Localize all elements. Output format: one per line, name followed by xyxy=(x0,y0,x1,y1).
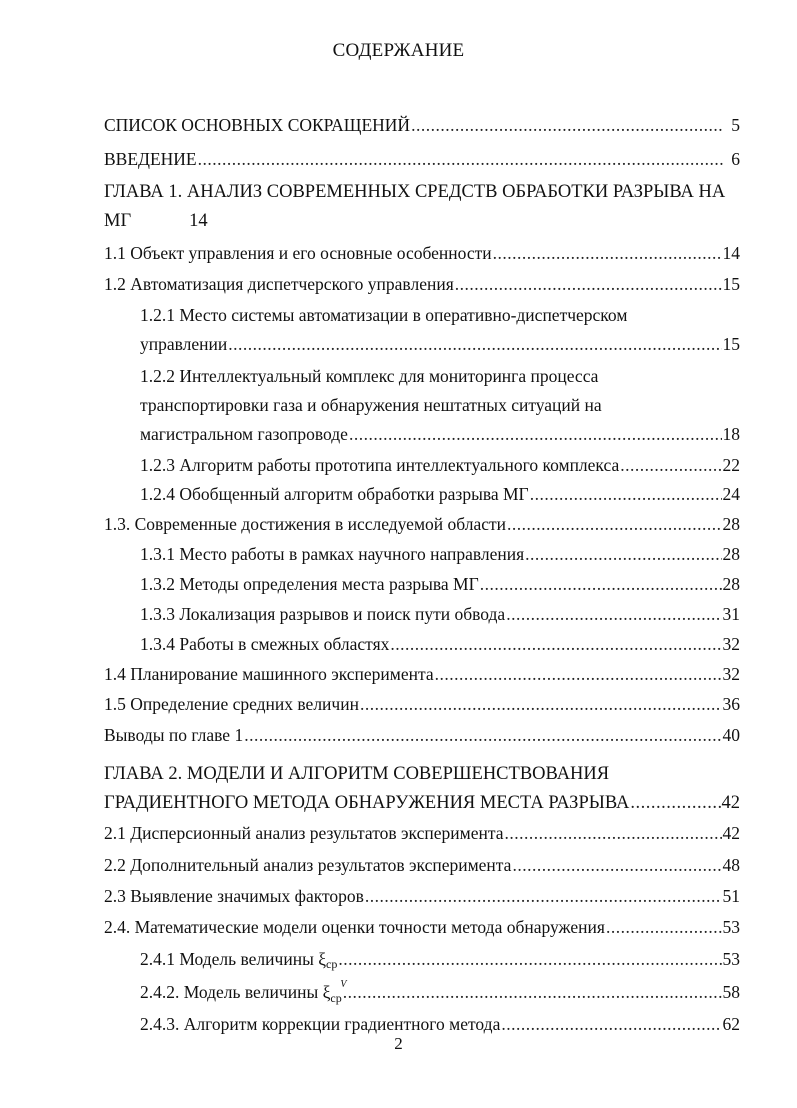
toc-entry-1-2-4[interactable]: 1.2.4 Обобщенный алгоритм обработки разрыва МГ ..... 24 xyxy=(140,480,740,509)
toc-entry-1-3[interactable]: 1.3. Современные достижения в исследуемой области ..... 28 xyxy=(104,510,740,539)
toc-entry-2-4[interactable]: 2.4. Математические модели оценки точности метода обнаружения ..... 53 xyxy=(104,913,740,942)
toc-entry-2-4-3[interactable]: 2.4.3. Алгоритм коррекции градиентного метода ..... 62 xyxy=(140,1010,740,1039)
toc-entry-1-2[interactable]: 1.2 Автоматизация диспетчерского управления ..... 15 xyxy=(104,270,740,299)
toc-entry-1-4[interactable]: 1.4 Планирование машинного эксперимента ..... 32 xyxy=(104,660,740,689)
toc-entry-1-5[interactable]: 1.5 Определение средних величин ..... 36 xyxy=(104,690,740,719)
toc-entry-introduction[interactable]: ВВЕДЕНИЕ ..... 6 xyxy=(104,145,740,174)
page-title: СОДЕРЖАНИЕ xyxy=(332,40,465,61)
toc-entry-1-3-4[interactable]: 1.3.4 Работы в смежных областях ..... 32 xyxy=(140,630,740,659)
toc-entry-2-4-1[interactable]: 2.4.1 Модель величины $\xi_{ср}$ ..... 53 xyxy=(140,945,740,979)
toc-entry-2-4-2[interactable]: 2.4.2. Модель величины ξ V $_{ср}$ ..... 58 xyxy=(140,978,740,1013)
toc-entry-1-1[interactable]: 1.1 Объект управления и его основные особенности ..... 14 xyxy=(104,239,740,268)
toc-entry-1-3-1[interactable]: 1.3.1 Место работы в рамках научного направления ..... 28 xyxy=(140,540,740,569)
toc-entry-chapter-1[interactable]: ГЛАВА 1. АНАЛИЗ СОВРЕМЕННЫХ СРЕДСТВ ОБРАБОТКИ РАЗРЫВА НА МГ 14 xyxy=(104,182,726,231)
toc-entry-2-2[interactable]: 2.2 Дополнительный анализ результатов эксперимента ..... 48 xyxy=(104,851,740,880)
toc-entry-conclusions-1[interactable]: Выводы по главе 1 ..... 40 xyxy=(104,721,740,750)
page-number: 2 xyxy=(394,1034,403,1053)
toc-entry-2-1[interactable]: 2.1 Дисперсионный анализ результатов эксперимента ..... 42 xyxy=(104,819,740,848)
toc-entry-1-2-3[interactable]: 1.2.3 Алгоритм работы прототипа интеллектуального комплекса ..... 22 xyxy=(140,451,740,480)
toc-entry-1-2-1[interactable]: 1.2.1 Место системы автоматизации в оперативно-диспетчерском управлении ..... 15 xyxy=(140,301,740,359)
toc-entry-1-3-3[interactable]: 1.3.3 Локализация разрывов и поиск пути обвода ..... 31 xyxy=(140,600,740,629)
toc-entry-1-3-2[interactable]: 1.3.2 Методы определения места разрыва МГ ..... 28 xyxy=(140,570,740,599)
toc-entry-abbreviations[interactable]: СПИСОК ОСНОВНЫХ СОКРАЩЕНИЙ ..... 5 xyxy=(104,111,740,140)
toc-entry-1-2-2[interactable]: 1.2.2 Интеллектуальный комплекс для мониторинга процесса транспортировки газа и обнаружения нештатных ситуаций на магистральном газопроводе ..... 18 xyxy=(140,362,740,449)
toc-entry-2-3[interactable]: 2.3 Выявление значимых факторов ..... 51 xyxy=(104,882,740,911)
toc-entry-chapter-2[interactable]: ГЛАВА 2. МОДЕЛИ И АЛГОРИТМ СОВЕРШЕНСТВОВАНИЯ ГРАДИЕНТНОГО МЕТОДА ОБНАРУЖЕНИЯ МЕСТА РАЗРЫВА ..... 42 xyxy=(104,760,740,818)
